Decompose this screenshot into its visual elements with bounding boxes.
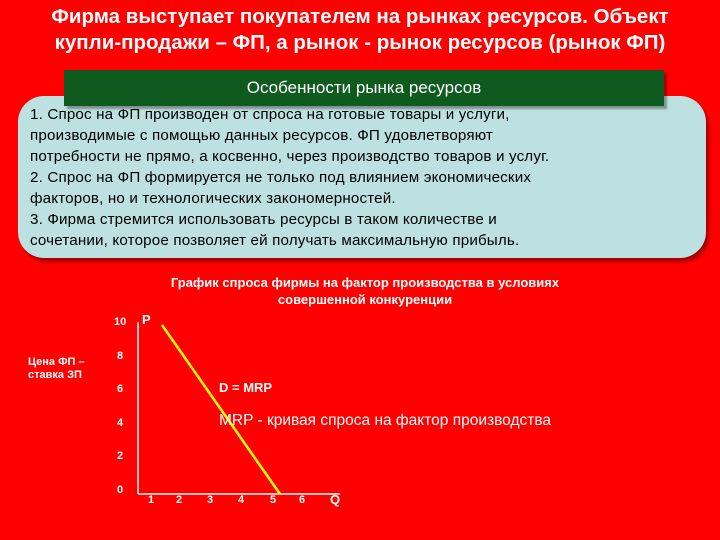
title-line-2: купли-продажи – ФП, а рынок - рынок ресурсов (рынок ФП) <box>54 31 666 54</box>
features-line: потребности не прямо, а косвенно, через производство товаров и услуг. <box>30 148 550 165</box>
title-line-1: Фирма выступает покупателем на рынках ресурсов. Объект <box>51 5 669 28</box>
y-tick: 4 <box>117 417 124 429</box>
x-tick: 1 <box>148 494 155 506</box>
x-tick: 5 <box>270 494 277 506</box>
x-tick: 4 <box>238 494 245 506</box>
y-tick: 0 <box>117 484 124 496</box>
features-line: 2. Спрос на ФП формируется не только под влиянием экономических <box>30 169 532 186</box>
y-axis-label: Цена ФП – ставка ЗП <box>28 356 85 381</box>
x-tick: 2 <box>176 494 183 506</box>
features-line: производимые с помощью данных ресурсов. ФП удовлетворяют <box>30 127 494 144</box>
x-tick: 3 <box>207 494 214 506</box>
features-line: факторов, но и технологических закономерностей. <box>30 190 396 207</box>
chart-title-line-1: График спроса фирмы на фактор производства в условиях <box>170 275 560 290</box>
y-tick: 6 <box>117 383 124 395</box>
x-tick: 6 <box>299 494 306 506</box>
curve-note: MRP - кривая спроса на фактор производства <box>219 412 552 429</box>
curve-label: D = MRP <box>219 380 273 395</box>
features-line: 1. Спрос на ФП производен от спроса на готовые товары и услуги, <box>30 106 510 123</box>
demand-curve <box>162 325 280 494</box>
y-axis-letter: P <box>142 312 151 327</box>
banner-label: Особенности рынка ресурсов <box>246 78 482 97</box>
y-tick: 10 <box>114 316 127 328</box>
y-tick: 8 <box>117 350 124 362</box>
x-axis-letter: Q <box>330 492 341 507</box>
features-line: 3. Фирма стремится использовать ресурсы в таком количестве и <box>30 211 497 228</box>
features-line: сочетании, которое позволяет ей получать максимальную прибыль. <box>30 232 520 249</box>
y-tick: 2 <box>117 450 124 462</box>
chart-title-line-2: совершенной конкуренции <box>277 292 453 307</box>
